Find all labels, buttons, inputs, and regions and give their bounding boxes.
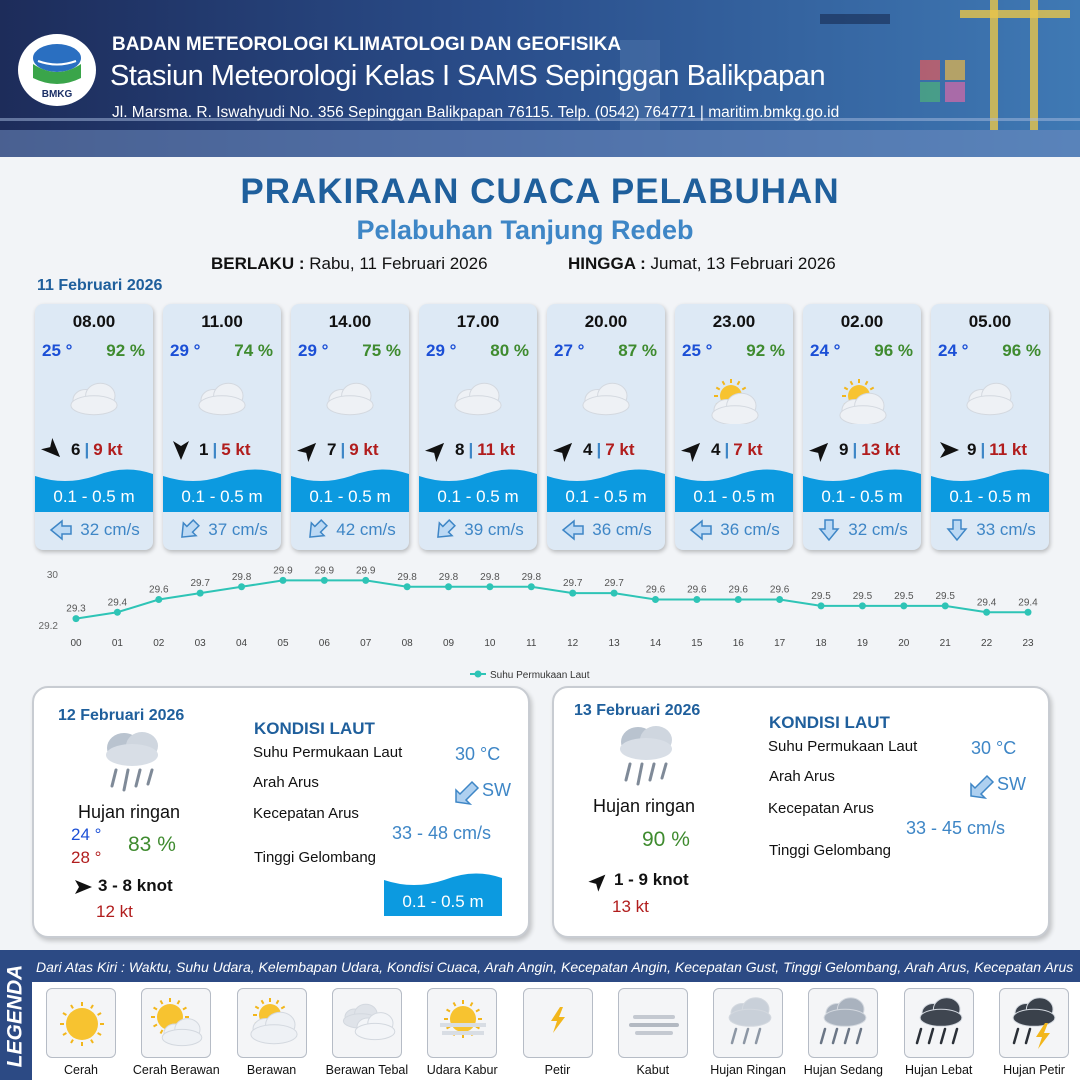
- data-point: [486, 583, 493, 590]
- wind-direction-icon: [72, 876, 94, 898]
- x-tick-label: 04: [236, 638, 248, 649]
- legend-item-label: Udara Kabur: [426, 1063, 498, 1077]
- forecast-wind: [169, 438, 279, 462]
- page-title: PRAKIRAAN CUACA PELABUHAN: [240, 172, 840, 211]
- data-label: 29.9: [356, 565, 376, 577]
- current: [675, 518, 793, 542]
- day2-wind: 3 - 8 knot: [98, 876, 173, 895]
- forecast-card: [931, 304, 1049, 550]
- data-label: 29.4: [976, 597, 997, 609]
- x-tick-label: 02: [153, 638, 165, 649]
- legend-item: [523, 988, 593, 1058]
- forecast-humidity: 87 %: [618, 341, 657, 360]
- data-label: 29.5: [935, 590, 955, 602]
- forecast-wind: [809, 438, 919, 462]
- legend-item: [332, 988, 402, 1058]
- day2-current-speed: 33 - 48 cm/s: [392, 823, 492, 843]
- legend-item-label: Hujan Ringan: [710, 1063, 786, 1077]
- overcast-icon: [333, 989, 403, 1059]
- data-point: [611, 590, 618, 597]
- data-point: [693, 596, 700, 603]
- forecast-card: [419, 304, 537, 550]
- forecast-card: [547, 304, 665, 550]
- wind-direction-icon: [809, 438, 833, 462]
- data-point: [983, 609, 990, 616]
- legend-item: [141, 988, 211, 1058]
- valid-from-value: Rabu, 11 Februari 2026: [309, 254, 488, 273]
- forecast-humidity: 75 %: [362, 341, 401, 360]
- current-speed: 36 cm/s: [720, 520, 780, 539]
- wind-speed: 1: [199, 440, 209, 459]
- light-rain-icon: [714, 989, 784, 1059]
- forecast-temperature: 29 °: [170, 341, 201, 360]
- wind-speed: 8: [455, 440, 465, 459]
- legend-item-label: Berawan: [246, 1063, 297, 1077]
- day3-panel: [552, 686, 1050, 938]
- data-point: [942, 602, 949, 609]
- day2-current-speed-label: Kecepatan Arus: [253, 805, 359, 822]
- day2-sea-conditions-title: KONDISI LAUT: [254, 719, 375, 738]
- current-direction-icon: [48, 518, 74, 542]
- moderate-rain-icon: [809, 989, 879, 1059]
- forecast-temperature: 29 °: [426, 341, 457, 360]
- x-tick-label: 19: [856, 638, 868, 649]
- legend-item-label: Hujan Petir: [1003, 1063, 1065, 1077]
- x-tick-label: 09: [442, 638, 455, 649]
- current-speed: 42 cm/s: [336, 520, 396, 539]
- wave-height: 0.1 - 0.5 m: [53, 487, 135, 506]
- wind-gust: 13 kt: [861, 440, 900, 459]
- current: [163, 518, 281, 542]
- cloudy-icon: [315, 370, 385, 424]
- valid-to: [568, 254, 836, 274]
- forecast-temperature: 24 °: [810, 341, 841, 360]
- day2-humidity: 83 %: [128, 833, 176, 856]
- data-point: [735, 596, 742, 603]
- data-label: 29.7: [604, 578, 624, 590]
- day3-date: 13 Februari 2026: [574, 702, 701, 719]
- data-label: 29.7: [562, 578, 583, 590]
- x-tick-label: 20: [898, 638, 910, 649]
- data-label: 29.8: [231, 571, 252, 583]
- data-label: 29.9: [314, 565, 335, 577]
- gust-separator: |: [596, 440, 602, 459]
- data-point: [528, 583, 535, 590]
- current-speed: 32 cm/s: [80, 520, 140, 539]
- forecast-temperature: 24 °: [938, 341, 969, 360]
- data-label: 29.3: [66, 603, 86, 615]
- x-tick-label: 22: [981, 638, 993, 649]
- sunny-icon: [47, 989, 117, 1059]
- forecast-humidity: 92 %: [106, 341, 145, 360]
- wind-direction-icon: [681, 438, 705, 462]
- wind-gust: 7 kt: [605, 440, 635, 459]
- data-point: [321, 577, 328, 584]
- legend-item: [46, 988, 116, 1058]
- current: [803, 518, 921, 542]
- wind-direction-icon: [297, 438, 321, 462]
- forecast-humidity: 92 %: [746, 341, 785, 360]
- wind-gust: 11 kt: [989, 440, 1028, 459]
- day3-sea-conditions-title: KONDISI LAUT: [769, 713, 890, 732]
- data-label: 29.4: [1018, 597, 1038, 609]
- forecast-temperature: 29 °: [298, 341, 329, 360]
- wind-gust: 9 kt: [93, 440, 123, 459]
- chart-legend: [470, 670, 590, 681]
- day3-current-speed: 33 - 45 cm/s: [906, 818, 1006, 838]
- forecast-time: 20.00: [584, 312, 628, 331]
- heavy-rain-icon: [905, 989, 975, 1059]
- legend-item: [999, 988, 1069, 1058]
- current: [931, 518, 1049, 542]
- cloudy-icon: [187, 370, 257, 424]
- data-point: [776, 596, 783, 603]
- data-point: [362, 577, 369, 584]
- current-direction-icon: [688, 518, 714, 542]
- day3-humidity: 90 %: [642, 828, 690, 851]
- bmkg-logo: [18, 34, 96, 106]
- current-speed: 36 cm/s: [592, 520, 652, 539]
- legend-item-label: Berawan Tebal: [325, 1063, 409, 1077]
- logo-text: BMKG: [41, 89, 73, 100]
- forecast-time: 05.00: [968, 312, 1012, 331]
- day2-wave: 0.1 - 0.5 m: [402, 892, 484, 911]
- current-speed: 39 cm/s: [464, 520, 524, 539]
- day3-current-speed-label: Kecepatan Arus: [768, 800, 874, 817]
- data-label: 29.7: [190, 578, 210, 590]
- day2-sst-label: Suhu Permukaan Laut: [253, 744, 403, 761]
- forecast-wind: [937, 438, 1047, 462]
- wind-gust: 7 kt: [733, 440, 763, 459]
- current-direction-icon: [176, 518, 202, 542]
- current-direction-icon: [560, 518, 586, 542]
- data-point: [818, 602, 825, 609]
- wind-speed: 4: [583, 440, 593, 459]
- wave-height: 0.1 - 0.5 m: [949, 487, 1031, 506]
- data-label: 29.8: [521, 571, 542, 583]
- station-name: Stasiun Meteorologi Kelas I SAMS Sepinggan Balikpapan: [110, 60, 826, 92]
- legend-description: Dari Atas Kiri : Waktu, Suhu Udara, Kelembapan Udara, Kondisi Cuaca, Arah Angin, Kecepatan Angin, Kecepatan Gust, Tinggi Gelombang, Arah Arus, Kecepatan Arus: [36, 959, 1074, 975]
- legend-item: [808, 988, 878, 1058]
- x-tick-label: 23: [1022, 638, 1034, 649]
- x-tick-label: 00: [70, 638, 82, 649]
- gust-separator: |: [212, 440, 218, 459]
- cloudy-icon: [955, 370, 1025, 424]
- day3-current-dir-label: Arah Arus: [769, 768, 835, 785]
- day2-panel: [32, 686, 530, 938]
- legend-item: [237, 988, 307, 1058]
- data-point: [859, 602, 866, 609]
- partly-cloudy-icon: [827, 370, 897, 424]
- x-tick-label: 17: [774, 638, 786, 649]
- data-label: 29.8: [438, 571, 459, 583]
- wind-direction-icon: [425, 438, 449, 462]
- forecast-wind: [41, 438, 151, 462]
- data-label: 29.8: [397, 571, 417, 583]
- mostly-sunny-icon: [142, 989, 212, 1059]
- light-rain-icon: [92, 728, 172, 796]
- wind-speed: 9: [967, 440, 977, 459]
- data-label: 29.9: [273, 565, 293, 577]
- data-label: 29.6: [687, 584, 707, 596]
- x-tick-label: 12: [567, 638, 579, 649]
- current-direction-icon: [816, 518, 842, 542]
- forecast-temperature: 27 °: [554, 341, 585, 360]
- valid-to-label: HINGGA :: [568, 254, 646, 273]
- day3-sst-label: Suhu Permukaan Laut: [768, 738, 918, 755]
- current-direction-icon: [944, 518, 970, 542]
- haze-icon: [428, 989, 498, 1059]
- data-label: 29.5: [852, 590, 873, 602]
- day2-temp-min: 24 °: [71, 825, 102, 844]
- wind-direction-icon: [937, 438, 961, 462]
- chart-legend-label: Suhu Permukaan Laut: [490, 670, 590, 681]
- current-speed: 37 cm/s: [208, 520, 268, 539]
- gust-separator: |: [724, 440, 730, 459]
- series-line: [76, 580, 1028, 618]
- forecast-card: [803, 304, 921, 550]
- day2-gust: 12 kt: [96, 902, 133, 921]
- x-tick-label: 15: [691, 638, 703, 649]
- wave-height: 0.1 - 0.5 m: [309, 487, 391, 506]
- x-tick-label: 08: [401, 638, 413, 649]
- data-label: 29.6: [769, 584, 790, 596]
- x-tick-label: 21: [939, 638, 951, 649]
- data-point: [1025, 609, 1032, 616]
- forecast-time: 14.00: [328, 312, 372, 331]
- x-tick-label: 14: [649, 638, 662, 649]
- data-point: [279, 577, 286, 584]
- data-point: [73, 615, 80, 622]
- wave-height: 0.1 - 0.5 m: [565, 487, 647, 506]
- wind-speed: 7: [327, 440, 337, 459]
- forecast-temperature: 25 °: [42, 341, 73, 360]
- current-direction-icon: [452, 780, 482, 806]
- data-point: [445, 583, 452, 590]
- wind-direction-icon: [41, 438, 65, 462]
- forecast-time: 08.00: [72, 312, 116, 331]
- legend-title: LEGENDA: [3, 964, 26, 1068]
- forecast-card: [675, 304, 793, 550]
- data-label: 29.8: [480, 571, 500, 583]
- forecast-humidity: 96 %: [1002, 341, 1041, 360]
- organization-name: BADAN METEOROLOGI KLIMATOLOGI DAN GEOFISIKA: [112, 34, 622, 55]
- day3-wind: 1 - 9 knot: [614, 870, 689, 889]
- station-address: Jl. Marsma. R. Iswahyudi No. 356 Sepinggan Balikpapan 76115. Telp. (0542) 764771 | maritim.bmkg.go.id: [112, 104, 840, 121]
- fog-icon: [619, 989, 689, 1059]
- x-tick-label: 11: [526, 638, 537, 649]
- thunderstorm-icon: [1000, 989, 1070, 1059]
- data-point: [652, 596, 659, 603]
- x-tick-label: 16: [732, 638, 744, 649]
- x-tick-label: 18: [815, 638, 827, 649]
- legend-item-label: Hujan Sedang: [803, 1063, 883, 1077]
- gust-separator: |: [468, 440, 474, 459]
- forecast-temperature: 25 °: [682, 341, 713, 360]
- wave-height: 0.1 - 0.5 m: [821, 487, 903, 506]
- forecast-humidity: 96 %: [874, 341, 913, 360]
- legend-item: [904, 988, 974, 1058]
- legend-item-label: Hujan Lebat: [904, 1063, 973, 1077]
- forecast-time: 11.00: [201, 312, 243, 331]
- wave-height: 0.1 - 0.5 m: [181, 487, 263, 506]
- data-point: [238, 583, 245, 590]
- cloudy-icon: [571, 370, 641, 424]
- forecast-time: 17.00: [456, 312, 500, 331]
- cloudy-icon: [443, 370, 513, 424]
- forecast-card: [163, 304, 281, 550]
- x-tick-label: 07: [360, 638, 372, 649]
- legend-item-label: Kabut: [636, 1063, 670, 1077]
- data-label: 29.5: [811, 590, 831, 602]
- forecast-time: 02.00: [840, 312, 884, 331]
- wave-height: 0.1 - 0.5 m: [437, 487, 519, 506]
- data-point: [155, 596, 162, 603]
- wind-gust: 5 kt: [221, 440, 251, 459]
- day3-wave-label: Tinggi Gelombang: [769, 842, 892, 859]
- lightning-icon: [524, 989, 594, 1059]
- day2-current-dir: SW: [482, 780, 511, 800]
- wind-speed: 6: [71, 440, 81, 459]
- data-label: 29.5: [894, 590, 914, 602]
- forecast-time: 23.00: [712, 312, 756, 331]
- x-tick-label: 13: [608, 638, 620, 649]
- light-rain-icon: [606, 722, 686, 790]
- day3-sst: 30 °C: [971, 738, 1017, 758]
- y-tick-label: 29.2: [38, 621, 58, 632]
- day2-date: 12 Februari 2026: [58, 707, 185, 724]
- wind-gust: 11 kt: [477, 440, 516, 459]
- forecast-card: [35, 304, 153, 550]
- current: [419, 518, 537, 542]
- day2-weather: Hujan ringan: [78, 802, 181, 822]
- forecast-wind: [681, 438, 791, 462]
- header-banner: [0, 0, 1080, 157]
- partly-cloudy-icon: [699, 370, 769, 424]
- data-label: 29.6: [149, 584, 169, 596]
- day2-temp-max: 28 °: [71, 848, 102, 867]
- data-point: [197, 590, 204, 597]
- valid-from-label: BERLAKU :: [211, 254, 305, 273]
- gust-separator: |: [852, 440, 858, 459]
- legend-item-label: Cerah Berawan: [132, 1063, 220, 1077]
- wind-direction-icon: [553, 438, 577, 462]
- wind-gust: 9 kt: [349, 440, 379, 459]
- cloudy-icon: [59, 370, 129, 424]
- day3-current-dir: SW: [997, 774, 1026, 794]
- legend-item: [713, 988, 783, 1058]
- forecast-wind: [553, 438, 663, 462]
- data-point: [114, 609, 121, 616]
- x-tick-label: 05: [277, 638, 289, 649]
- gust-separator: |: [980, 440, 986, 459]
- forecast-humidity: 74 %: [234, 341, 273, 360]
- legend-item: [618, 988, 688, 1058]
- current-speed: 32 cm/s: [848, 520, 908, 539]
- x-tick-label: 10: [484, 638, 496, 649]
- current-direction-icon: [432, 518, 458, 542]
- legend-item-label: Petir: [544, 1063, 571, 1077]
- day3-weather: Hujan ringan: [593, 796, 696, 816]
- x-tick-label: 01: [111, 638, 123, 649]
- sea-surface-temperature-chart: [30, 562, 1050, 686]
- wind-speed: 4: [711, 440, 721, 459]
- day2-current-dir-label: Arah Arus: [253, 774, 319, 791]
- day2-sst: 30 °C: [455, 744, 501, 764]
- wind-direction-icon: [588, 870, 610, 892]
- legend-item: [427, 988, 497, 1058]
- wind-direction-icon: [169, 438, 193, 462]
- wave-height: 0.1 - 0.5 m: [693, 487, 775, 506]
- legend-side-title: [0, 952, 30, 1080]
- x-tick-label: 03: [194, 638, 206, 649]
- current: [35, 518, 153, 542]
- current-direction-icon: [967, 774, 997, 800]
- forecast-wind: [297, 438, 407, 462]
- data-label: 29.6: [645, 584, 666, 596]
- partly-cloudy-icon: [238, 989, 308, 1059]
- y-tick-label: 30: [46, 570, 58, 581]
- current: [291, 518, 409, 542]
- port-name: Pelabuhan Tanjung Redeb: [356, 215, 694, 245]
- gust-separator: |: [84, 440, 90, 459]
- current: [547, 518, 665, 542]
- forecast-wind: [425, 438, 535, 462]
- current-direction-icon: [304, 518, 330, 542]
- data-point: [900, 602, 907, 609]
- valid-from: [211, 254, 488, 274]
- data-point: [404, 583, 411, 590]
- x-tick-label: 06: [318, 638, 330, 649]
- gust-separator: |: [340, 440, 346, 459]
- legend-item-label: Cerah: [63, 1063, 99, 1077]
- current-speed: 33 cm/s: [976, 520, 1036, 539]
- forecast-humidity: 80 %: [490, 341, 529, 360]
- day2-wave-label: Tinggi Gelombang: [254, 849, 377, 866]
- data-point: [569, 590, 576, 597]
- day1-date: 11 Februari 2026: [37, 277, 163, 294]
- data-label: 29.6: [728, 584, 748, 596]
- data-label: 29.4: [107, 597, 128, 609]
- wind-speed: 9: [839, 440, 849, 459]
- valid-to-value: Jumat, 13 Februari 2026: [650, 254, 836, 273]
- forecast-card: [291, 304, 409, 550]
- day3-gust: 13 kt: [612, 897, 649, 916]
